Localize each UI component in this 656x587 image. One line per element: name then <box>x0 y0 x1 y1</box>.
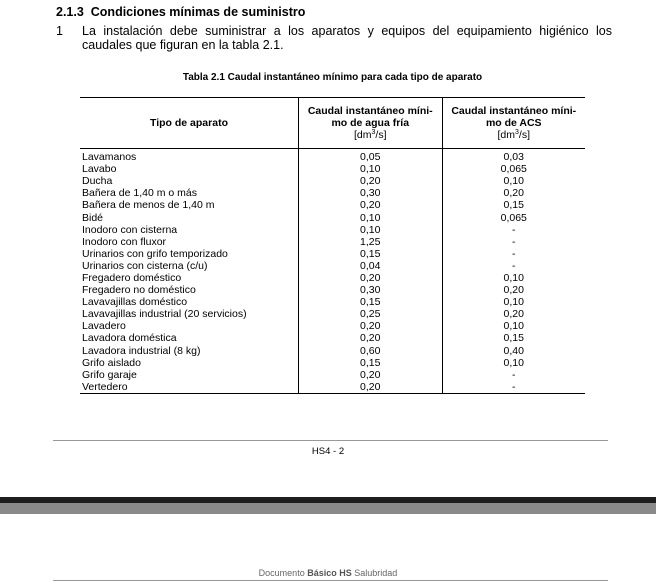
cell-cold-water: 0,20 <box>299 199 443 211</box>
cell-cold-water: 0,30 <box>299 187 443 199</box>
table-row <box>80 345 585 357</box>
cell-cold-water: 0,30 <box>299 284 443 296</box>
header-cold-water <box>299 98 443 149</box>
header-cold-water-line2: mo de agua fría <box>331 117 410 129</box>
table-row <box>80 248 585 260</box>
cell-acs: 0,20 <box>503 187 524 200</box>
cell-cold-water: 0,15 <box>299 357 443 369</box>
unit-prefix: [dm <box>354 129 372 141</box>
cell-appliance: Fregadero doméstico <box>82 271 182 284</box>
table-row <box>80 369 585 381</box>
page-number: HS4 - 2 <box>311 446 345 457</box>
cell-acs: - <box>512 235 516 248</box>
header-acs-unit <box>498 129 531 141</box>
cell-cold-water: 0,20 <box>299 369 443 381</box>
header-acs-line1: Caudal instantáneo míni- <box>451 105 577 117</box>
cell-appliance: Grifo aislado <box>82 356 141 369</box>
header-doc: Documento <box>258 568 305 578</box>
cell-cold-water: 0,60 <box>299 345 443 357</box>
cell-acs: 0,10 <box>503 296 524 309</box>
cell-cold-water: 0,20 <box>299 272 443 284</box>
cell-appliance: Fregadero no doméstico <box>82 284 196 297</box>
cell-acs: 0,15 <box>503 332 524 345</box>
cell-cold-water: 0,20 <box>299 381 443 394</box>
paragraph-number: 1 <box>56 24 63 38</box>
cell-appliance: Bañera de 1,40 m o más <box>82 187 197 200</box>
cell-cold-water: 0,20 <box>299 320 443 332</box>
table-row <box>80 296 585 308</box>
unit-exponent: 3 <box>371 129 376 136</box>
cell-cold-water: 0,15 <box>299 296 443 308</box>
unit-exponent: 3 <box>515 129 519 136</box>
cell-cold-water: 0,10 <box>299 211 443 223</box>
cell-acs: 0,10 <box>503 356 524 369</box>
header-hs: HS <box>339 568 352 578</box>
cell-acs: 0,10 <box>503 320 524 333</box>
table-row <box>80 199 585 211</box>
cell-acs: 0,20 <box>503 284 524 297</box>
footer-rule <box>53 440 608 441</box>
unit-prefix: [dm <box>497 129 516 141</box>
section-number: 2.1.3 <box>56 5 84 19</box>
cell-appliance: Lavadora doméstica <box>82 332 177 345</box>
table-caption: Tabla 2.1 Caudal instantáneo mínimo para cada tipo de aparato <box>182 72 483 83</box>
cell-acs: 0,15 <box>503 199 524 212</box>
table-row <box>80 211 585 223</box>
cell-appliance: Vertedero <box>80 381 299 394</box>
cell-acs: 0,10 <box>503 175 524 188</box>
cell-appliance: Urinarios con grifo temporizado <box>82 247 228 260</box>
cell-appliance: Ducha <box>82 175 113 188</box>
cell-acs: - <box>512 223 516 236</box>
cell-appliance: Grifo garaje <box>82 368 137 381</box>
cell-appliance: Lavamanos <box>82 151 137 164</box>
cell-acs: 0,40 <box>503 344 524 357</box>
header-cold-water-line1: Caudal instantáneo míni- <box>307 105 433 117</box>
section-title <box>56 5 305 19</box>
cell-appliance: Urinarios con cisterna (c/u) <box>82 259 208 272</box>
cell-cold-water: 0,15 <box>299 248 443 260</box>
table-row <box>80 175 585 187</box>
cell-acs: 0,10 <box>503 271 524 284</box>
cell-appliance: Bañera de menos de 1,40 m <box>82 199 215 212</box>
cell-acs: - <box>442 381 585 394</box>
header-rule <box>53 580 608 581</box>
table-row <box>80 149 585 164</box>
table-row <box>80 308 585 320</box>
cell-appliance: Lavavajillas industrial (20 servicios) <box>82 308 247 321</box>
cell-appliance: Inodoro con fluxor <box>82 235 167 248</box>
cell-cold-water: 0,04 <box>299 260 443 272</box>
cell-cold-water: 0,10 <box>299 224 443 236</box>
unit-suffix: /s] <box>518 129 531 141</box>
table-row <box>80 224 585 236</box>
next-page-header <box>0 568 656 578</box>
table-header-row <box>80 98 585 149</box>
paragraph-text: La instalación debe suministrar a los aparatos y equipos del equipamiento higiénico los caudales que figuran en la tabla 2.1. <box>82 24 612 52</box>
table-row <box>80 284 585 296</box>
cell-acs: - <box>512 259 516 272</box>
table-row <box>80 320 585 332</box>
cell-appliance: Lavabo <box>82 163 117 176</box>
cell-appliance: Lavavajillas doméstico <box>82 296 188 309</box>
cell-acs: - <box>512 247 516 260</box>
header-salubridad: Salubridad <box>354 568 398 578</box>
header-basico: Básico <box>307 568 337 578</box>
cell-acs: 0,20 <box>503 308 524 321</box>
table-row <box>80 260 585 272</box>
table-row <box>80 357 585 369</box>
table-row <box>80 332 585 344</box>
table-row <box>80 236 585 248</box>
cell-acs: 0,03 <box>503 151 524 164</box>
header-appliance-type: Tipo de aparato <box>80 98 299 149</box>
header-acs <box>442 98 585 149</box>
cell-acs: - <box>512 368 516 381</box>
cell-appliance: Bidé <box>82 211 104 224</box>
table-row <box>80 163 585 175</box>
cell-cold-water: 0,10 <box>299 163 443 175</box>
cell-cold-water: 1,25 <box>299 236 443 248</box>
cell-cold-water: 0,25 <box>299 308 443 320</box>
unit-suffix: /s] <box>375 129 387 141</box>
table-row <box>80 187 585 199</box>
table-row <box>80 272 585 284</box>
cell-cold-water: 0,05 <box>299 149 443 164</box>
cell-appliance: Lavadero <box>82 320 126 333</box>
page-separator-grey <box>0 503 656 514</box>
header-acs-line2: mo de ACS <box>485 117 542 129</box>
cell-appliance: Lavadora industrial (8 kg) <box>82 344 201 357</box>
section-title-text: Condiciones mínimas de suministro <box>90 5 306 19</box>
cell-cold-water: 0,20 <box>299 332 443 344</box>
cell-cold-water: 0,20 <box>299 175 443 187</box>
cell-acs: 0,065 <box>500 163 527 176</box>
header-cold-water-unit <box>354 129 387 141</box>
flow-table <box>80 97 585 394</box>
cell-acs: 0,065 <box>500 211 527 224</box>
cell-appliance: Inodoro con cisterna <box>82 223 178 236</box>
table-row <box>80 381 585 394</box>
